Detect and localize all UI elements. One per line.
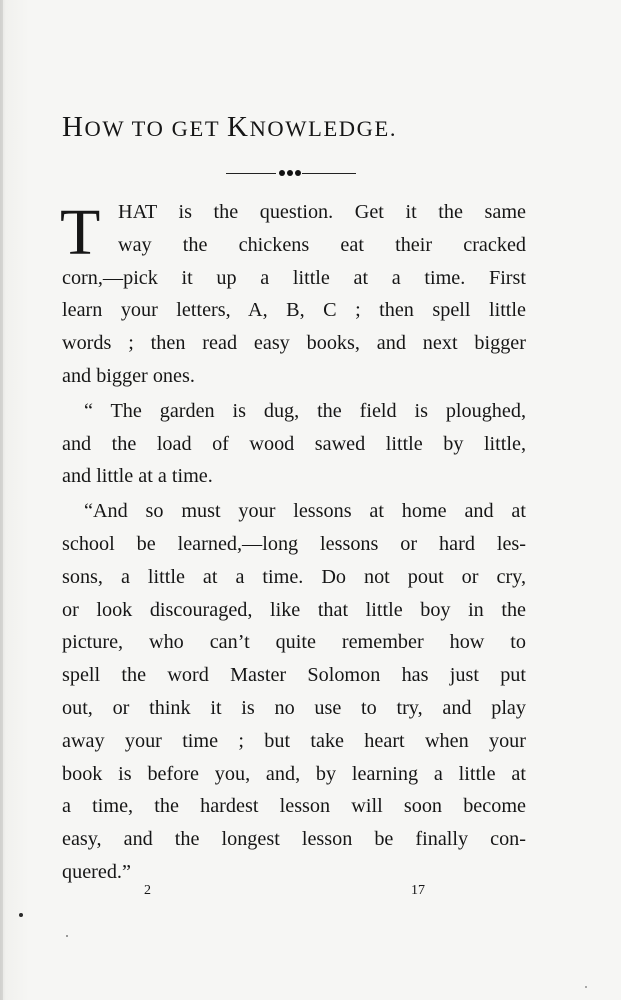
text-line: school be learned,—long lessons or hard les- bbox=[62, 532, 526, 555]
ornament-dot bbox=[295, 170, 301, 176]
paragraph-2 bbox=[62, 395, 526, 493]
print-speck bbox=[585, 986, 587, 988]
body-text bbox=[62, 196, 526, 889]
title-capital-h: H bbox=[62, 111, 85, 143]
text-line: away your time ; but take heart when your bbox=[62, 729, 526, 752]
page-number: 17 bbox=[411, 883, 425, 898]
text-line: and little at a time. bbox=[62, 465, 213, 488]
text-line: words ; then read easy books, and next bigger bbox=[62, 332, 526, 355]
drop-cap: T bbox=[60, 196, 101, 269]
text-line: out, or think it is no use to try, and play bbox=[62, 696, 526, 719]
text-line: a time, the hardest lesson will soon become bbox=[62, 795, 526, 818]
paragraph-3 bbox=[62, 495, 526, 889]
text-line: easy, and the longest lesson be finally con- bbox=[62, 828, 526, 851]
page-title bbox=[62, 113, 542, 142]
print-speck bbox=[66, 935, 68, 937]
ornament-dot bbox=[279, 170, 285, 176]
title-part-2: NOWLEDGE. bbox=[249, 116, 398, 141]
text-line: “ The garden is dug, the field is ploughed, bbox=[84, 399, 526, 422]
text-line: and the load of wood sawed little by little, bbox=[62, 432, 526, 455]
text-line: and bigger ones. bbox=[62, 364, 195, 387]
title-ornament bbox=[226, 168, 356, 180]
print-speck bbox=[19, 913, 23, 917]
text-line: “And so must your lessons at home and at bbox=[84, 500, 526, 523]
text-line: sons, a little at a time. Do not pout or cry, bbox=[62, 565, 526, 588]
title-part-1: OW TO GET bbox=[84, 116, 228, 141]
ornament-dot bbox=[287, 170, 293, 176]
text-line: book is before you, and, by learning a little at bbox=[62, 762, 526, 785]
text-line: or look discouraged, like that little boy in the bbox=[62, 598, 526, 621]
signature-mark: 2 bbox=[144, 883, 151, 898]
ornament-rule-right bbox=[302, 173, 356, 174]
title-capital-k: K bbox=[227, 111, 250, 143]
text-line: way the chickens eat their cracked bbox=[118, 233, 526, 256]
text-line: corn,—pick it up a little at a time. First bbox=[62, 266, 526, 289]
paragraph-1 bbox=[62, 196, 526, 393]
text-line: learn your letters, A, B, C ; then spell little bbox=[62, 299, 526, 322]
text-line: quered.” bbox=[62, 860, 131, 883]
text-line: spell the word Master Solomon has just put bbox=[62, 664, 526, 687]
text-line: HAT is the question. Get it the same bbox=[118, 201, 526, 223]
text-line: picture, who can’t quite remember how to bbox=[62, 631, 526, 654]
ornament-rule-left bbox=[226, 173, 276, 174]
spine-shadow bbox=[0, 0, 3, 1000]
